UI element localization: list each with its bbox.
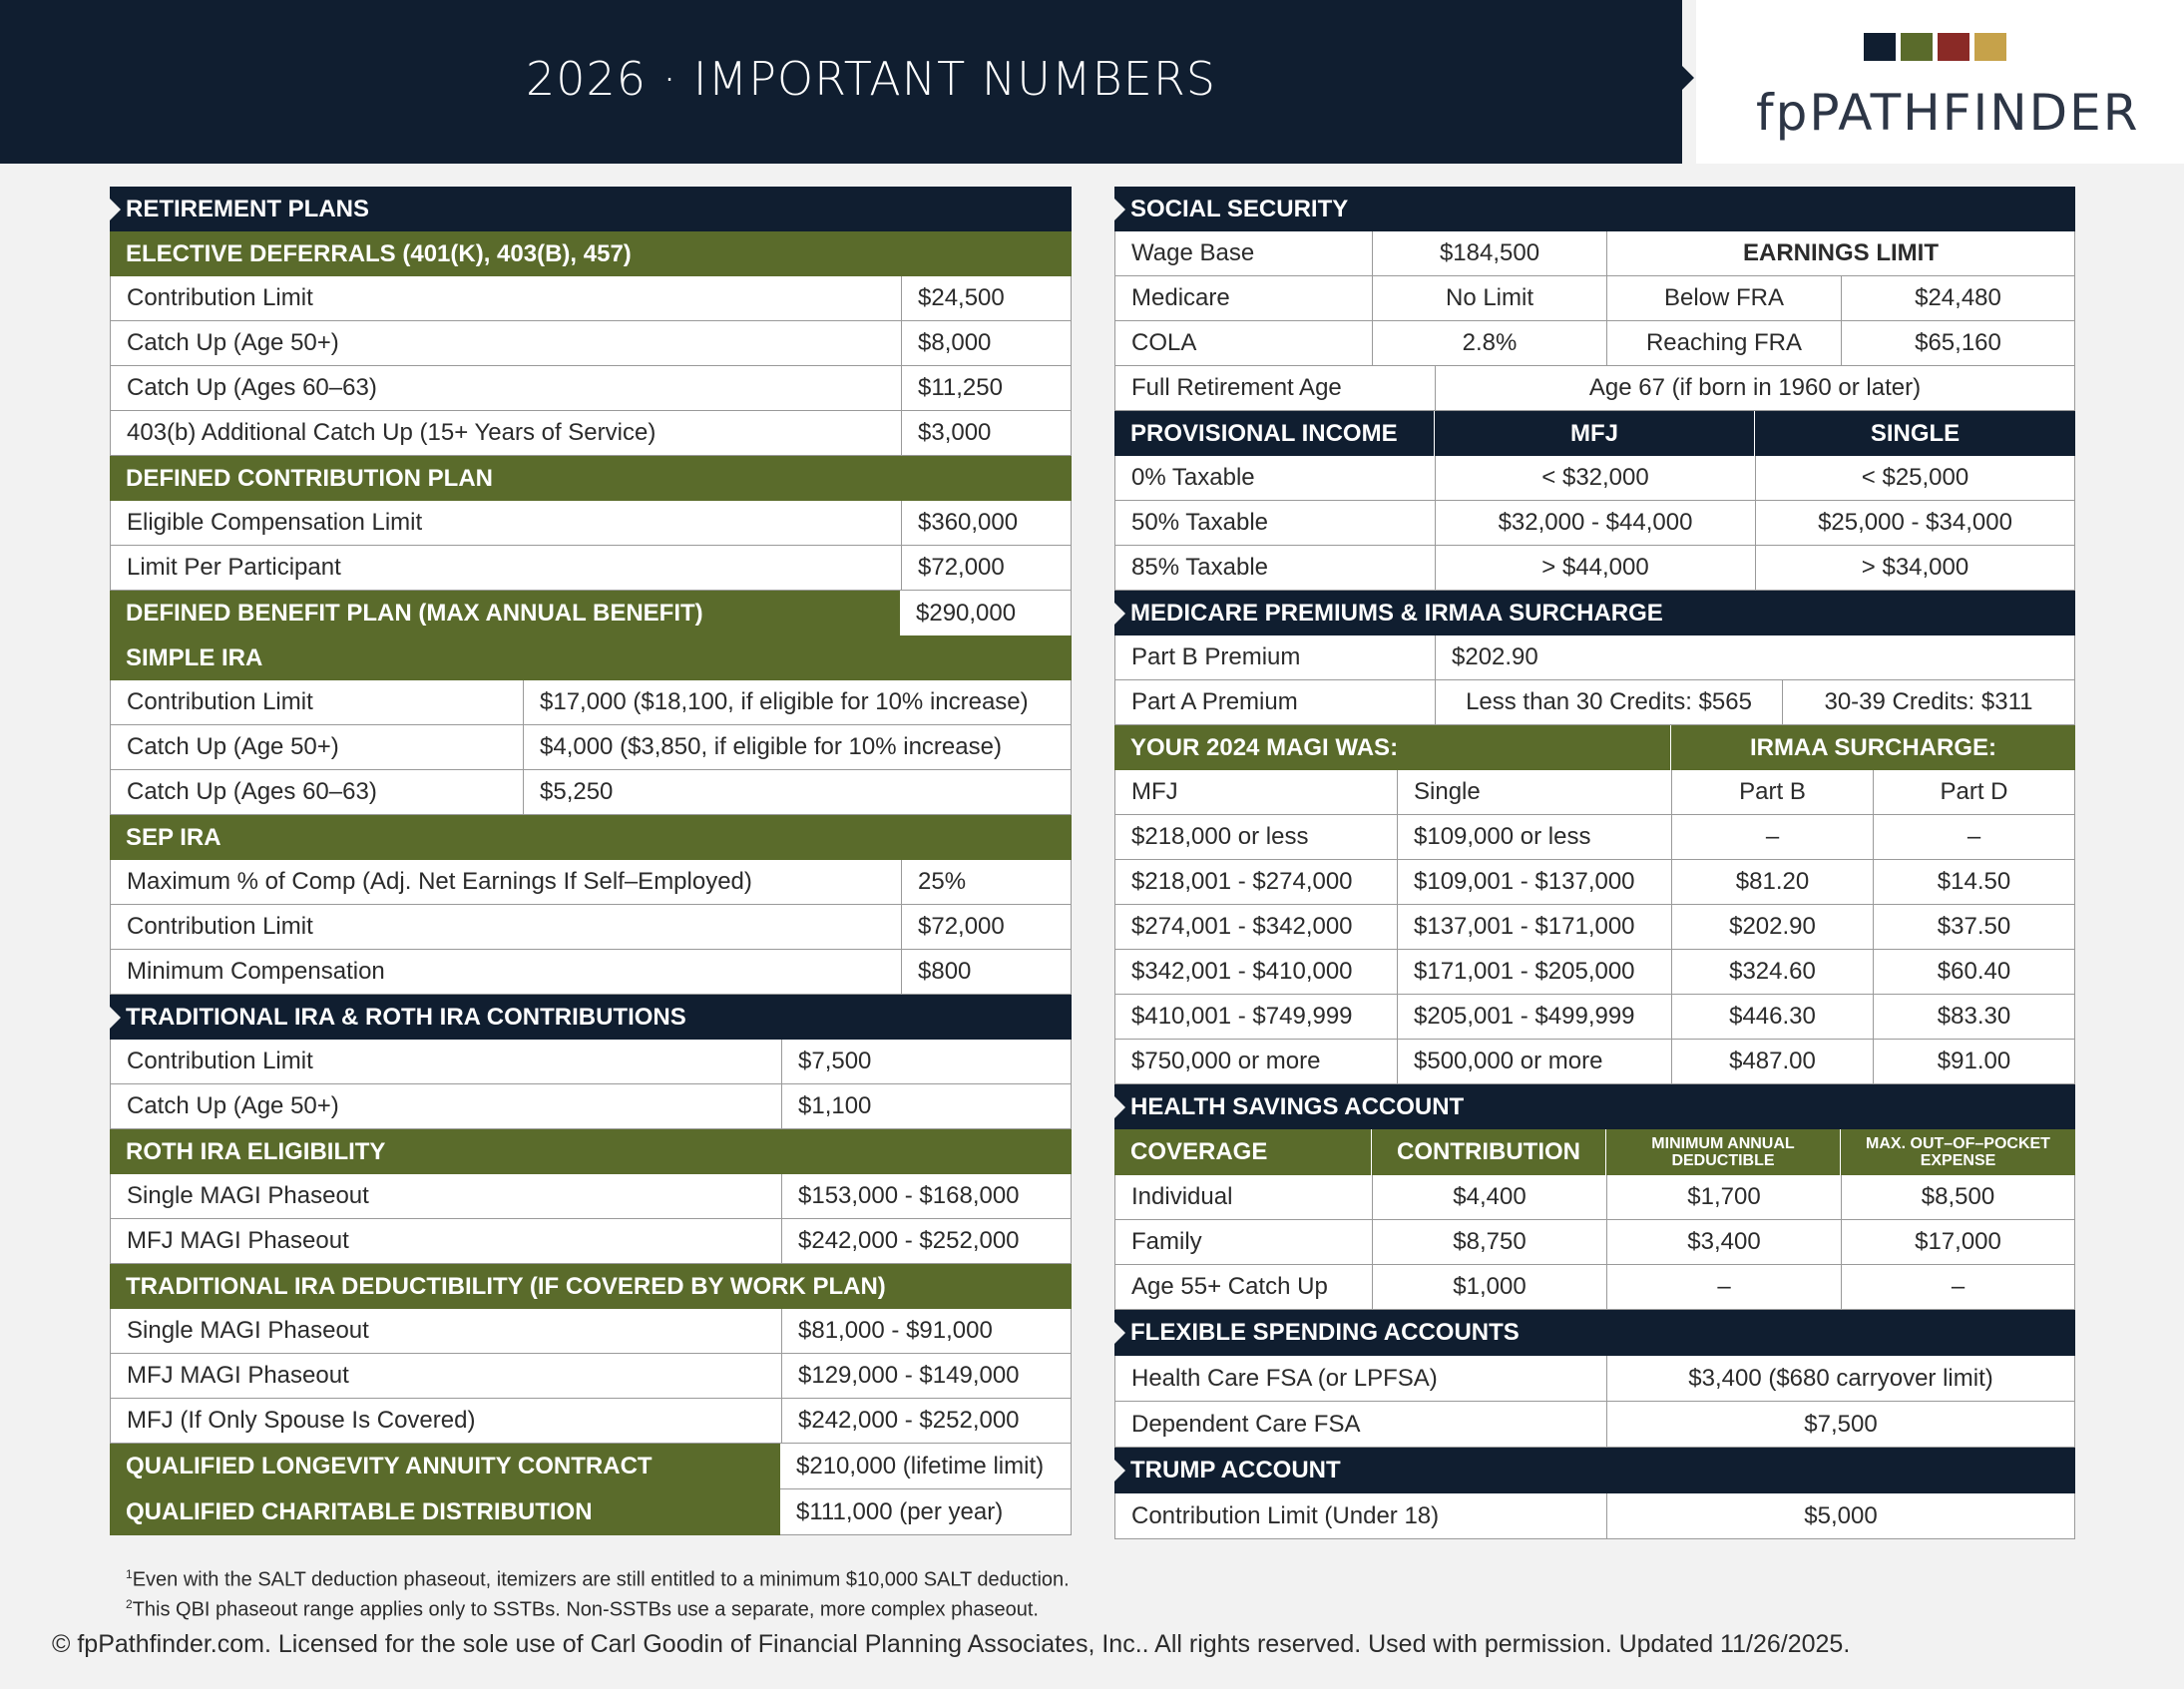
section-arrow-icon [110,1007,121,1029]
row-label: Single MAGI Phaseout [127,1317,369,1344]
section-header-trump [1114,1448,2075,1493]
footnote-mark: 2 [126,1596,133,1611]
column-header: Single [1397,770,1671,814]
column-header: MFJ [1434,411,1754,456]
cell: – [1606,1265,1841,1309]
column-header: SINGLE [1754,411,2075,456]
header-notch [1682,66,1694,90]
column-header: MAX. OUT–OF–POCKET EXPENSE [1840,1129,2075,1175]
row-label: Below FRA [1606,276,1841,320]
table-row [1114,905,2075,950]
cell: $171,001 - $205,000 [1397,950,1671,994]
table-row [1114,1220,2075,1265]
left-column [110,187,1072,1535]
table-row [110,680,1072,725]
row-label: Catch Up (Ages 60–63) [127,778,377,805]
logo-square-gold [1974,33,2006,61]
row-value: $72,000 [901,546,1071,590]
cell: Individual [1131,1183,1233,1210]
cell: $109,000 or less [1397,815,1671,859]
column-header: COVERAGE [1130,1138,1268,1165]
cell: $274,001 - $342,000 [1131,913,1353,940]
section-arrow-icon [110,199,121,220]
cell: Family [1131,1228,1202,1255]
subsection-title: SEP IRA [126,823,221,851]
row-label: Part B Premium [1131,643,1301,670]
row-label: MFJ (If Only Spouse Is Covered) [127,1407,476,1434]
row-value: $111,000 (per year) [780,1489,1072,1535]
section-title: SOCIAL SECURITY [1130,195,1349,222]
table-row [110,1354,1072,1399]
cell: – [1873,815,2074,859]
subsection-title: IRMAA SURCHARGE: [1670,725,2075,770]
row-label: MFJ MAGI Phaseout [127,1362,349,1389]
cell: $109,001 - $137,000 [1397,860,1671,904]
cell: $205,001 - $499,999 [1397,995,1671,1039]
row-label: Eligible Compensation Limit [127,509,423,536]
row-value: 25% [901,860,1071,904]
table-row [1114,546,2075,591]
column-header: Part D [1873,770,2074,814]
row-label: QUALIFIED CHARITABLE DISTRIBUTION [126,1498,593,1525]
cell: $8,750 [1372,1220,1606,1264]
footnotes [126,1562,1070,1621]
subsection-title: ELECTIVE DEFERRALS (401(K), 403(B), 457) [126,239,632,267]
subsection-header-elective [110,231,1072,276]
cell: $3,400 [1606,1220,1841,1264]
row-value: Age 67 (if born in 1960 or later) [1435,366,2074,410]
row-label: Minimum Compensation [127,958,385,985]
row-label: Reaching FRA [1606,321,1841,365]
cell: $60.40 [1873,950,2074,994]
row-value: $3,000 [901,411,1071,455]
section-arrow-icon [1114,1460,1125,1481]
cell: $446.30 [1671,995,1873,1039]
row-value: $360,000 [901,501,1071,545]
row-label: Single MAGI Phaseout [127,1182,369,1209]
table-row [110,860,1072,905]
cell: $487.00 [1671,1040,1873,1083]
section-title: MEDICARE PREMIUMS & IRMAA SURCHARGE [1130,599,1663,627]
table-row [110,546,1072,591]
row-value: $129,000 - $149,000 [781,1354,1071,1398]
right-column [1114,187,2075,1539]
footnote-2 [126,1592,1070,1622]
table-row [110,501,1072,546]
table-row [110,276,1072,321]
row-value: $210,000 (lifetime limit) [780,1444,1072,1489]
row-value: $17,000 ($18,100, if eligible for 10% increase) [523,680,1071,724]
row-label: Health Care FSA (or LPFSA) [1131,1364,1438,1392]
table-row [1114,276,2075,321]
table-row [1114,1356,2075,1402]
subsection-title: TRADITIONAL IRA DEDUCTIBILITY (IF COVERED BY WORK PLAN) [126,1272,886,1300]
row-value: $242,000 - $252,000 [781,1219,1071,1263]
cell: $202.90 [1671,905,1873,949]
footnote-mark: 1 [126,1567,133,1581]
cell: $500,000 or more [1397,1040,1671,1083]
irmaa-header [1114,725,2075,770]
cell: – [1841,1265,2074,1309]
row-value: $5,250 [523,770,1071,814]
table-row [1114,231,2075,276]
table-row [110,905,1072,950]
row-value: $7,500 [781,1040,1071,1083]
row-value: 2.8% [1372,321,1606,365]
row-value: $65,160 [1841,321,2074,365]
row-value: $800 [901,950,1071,994]
row-label: Part A Premium [1131,688,1298,715]
row-label: Wage Base [1131,239,1255,266]
row-value: $24,480 [1841,276,2074,320]
cell: – [1671,815,1873,859]
section-header-retirement [110,187,1072,231]
cell: $137,001 - $171,000 [1397,905,1671,949]
cell: $37.50 [1873,905,2074,949]
section-arrow-icon [1114,603,1125,625]
row-value: $25,000 - $34,000 [1755,501,2074,545]
row-label: 85% Taxable [1131,554,1268,581]
row-value: $5,000 [1606,1493,2074,1538]
section-title: HEALTH SAVINGS ACCOUNT [1130,1092,1465,1120]
table-row [1114,1175,2075,1220]
cell: $324.60 [1671,950,1873,994]
table-row [110,1084,1072,1129]
copyright: © fpPathfinder.com. Licensed for the sole use of Carl Goodin of Financial Planning Associates, Inc.. All rights reserved. Used with permission. Updated 11/26/2025. [52,1630,1851,1658]
row-label: 0% Taxable [1131,464,1255,491]
row-label: Contribution Limit [127,1048,313,1074]
row-value: $242,000 - $252,000 [781,1399,1071,1443]
section-title: RETIREMENT PLANS [126,195,370,222]
table-row [110,770,1072,815]
cell: Age 55+ Catch Up [1131,1273,1328,1300]
section-header-fsa [1114,1310,2075,1356]
row-value: $24,500 [901,276,1071,320]
row-label: QUALIFIED LONGEVITY ANNUITY CONTRACT [126,1453,653,1479]
row-label: Medicare [1131,284,1230,311]
row-label: Contribution Limit [127,688,313,715]
row-label: Catch Up (Ages 60–63) [127,374,377,401]
table-row [1114,815,2075,860]
row-label: Catch Up (Age 50+) [127,733,339,760]
subsection-header-sep [110,815,1072,860]
logo-text: fpPATHFINDER [1756,84,2140,142]
table-row [1114,1493,2075,1539]
table-row [1114,1265,2075,1310]
table-row [110,725,1072,770]
subsection-title: YOUR 2024 MAGI WAS: [1130,733,1399,761]
hsa-header-row [1114,1129,2075,1175]
cell: $8,500 [1841,1175,2074,1219]
table-row [1114,321,2075,366]
row-value: $4,000 ($3,850, if eligible for 10% increase) [523,725,1071,769]
row-value: $202.90 [1435,635,2074,679]
row-label: Contribution Limit [127,284,313,311]
column-header: CONTRIBUTION [1371,1129,1605,1175]
row-value: No Limit [1372,276,1606,320]
section-arrow-icon [1114,1096,1125,1118]
cell: $17,000 [1841,1220,2074,1264]
subsection-header-simple [110,635,1072,680]
subsection-title: DEFINED CONTRIBUTION PLAN [126,464,493,492]
table-row [1114,860,2075,905]
table-header-row [1114,770,2075,815]
earnings-limit-header: EARNINGS LIMIT [1606,231,2074,275]
logo-square-navy [1864,33,1896,61]
row-label: Dependent Care FSA [1131,1410,1361,1438]
table-row [110,1309,1072,1354]
row-label: 403(b) Additional Catch Up (15+ Years of Service) [127,419,656,446]
cell: $342,001 - $410,000 [1131,958,1353,985]
subsection-header-deduct [110,1264,1072,1309]
cell: $81.20 [1671,860,1873,904]
section-header-ira [110,995,1072,1040]
row-label: Contribution Limit [127,913,313,940]
cell: $218,000 or less [1131,823,1309,850]
row-value: < $25,000 [1755,456,2074,500]
column-header: Part B [1671,770,1873,814]
logo-square-green [1901,33,1933,61]
section-arrow-icon [1114,199,1125,220]
footnote-text: Even with the SALT deduction phaseout, itemizers are still entitled to a minimum $10,000 SALT deduction. [132,1568,1070,1591]
row-label: Catch Up (Age 50+) [127,329,339,356]
cell: $410,001 - $749,999 [1131,1003,1353,1030]
table-row [110,321,1072,366]
row-value: > $34,000 [1755,546,2074,590]
subsection-title: PROVISIONAL INCOME [1130,419,1398,447]
cell: $750,000 or more [1131,1048,1321,1074]
row-label: COLA [1131,329,1197,356]
section-title: TRADITIONAL IRA & ROTH IRA CONTRIBUTIONS [126,1003,686,1031]
row-value: $3,400 ($680 carryover limit) [1606,1356,2074,1401]
subsection-title: DEFINED BENEFIT PLAN (MAX ANNUAL BENEFIT) [126,599,703,627]
row-value: $32,000 - $44,000 [1435,501,1755,545]
table-row [110,1399,1072,1444]
table-row [1114,366,2075,411]
row-label: MFJ MAGI Phaseout [127,1227,349,1254]
row-value: > $44,000 [1435,546,1755,590]
footnote-1 [126,1562,1070,1592]
row-value: $11,250 [901,366,1071,410]
cell: $14.50 [1873,860,2074,904]
subsection-title: ROTH IRA ELIGIBILITY [126,1137,386,1165]
row-value: $81,000 - $91,000 [781,1309,1071,1353]
table-row [110,1174,1072,1219]
table-row [1114,950,2075,995]
logo-squares-icon [1864,33,2006,61]
table-row [110,366,1072,411]
cell: $83.30 [1873,995,2074,1039]
table-row [1114,456,2075,501]
row-label: Catch Up (Age 50+) [127,1092,339,1119]
row-value: < $32,000 [1435,456,1755,500]
section-header-medicare [1114,591,2075,635]
cell: $91.00 [1873,1040,2074,1083]
subsection-header-roth [110,1129,1072,1174]
footnote-text: This QBI phaseout range applies only to SSTBs. Non-SSTBs use a separate, more complex phaseout. [132,1598,1039,1621]
row-label: Full Retirement Age [1131,374,1342,401]
provisional-income-header [1114,411,2075,456]
row-value: $7,500 [1606,1402,2074,1447]
section-arrow-icon [1114,1322,1125,1344]
section-title: FLEXIBLE SPENDING ACCOUNTS [1130,1319,1520,1346]
row-label: Maximum % of Comp (Adj. Net Earnings If Self–Employed) [127,868,752,895]
section-header-hsa [1114,1084,2075,1129]
section-title: TRUMP ACCOUNT [1130,1457,1341,1483]
table-row [1114,635,2075,680]
cell: $1,700 [1606,1175,1841,1219]
logo-square-red [1938,33,1969,61]
row-value: $184,500 [1372,231,1606,275]
table-row [110,1219,1072,1264]
row-value: $8,000 [901,321,1071,365]
table-row [1114,1040,2075,1084]
row-value: Less than 30 Credits: $565 [1435,680,1782,724]
table-row [1114,995,2075,1040]
column-header: MFJ [1131,778,1178,805]
subsection-title: SIMPLE IRA [126,643,263,671]
row-value: $290,000 [900,591,1072,635]
qlac-row [110,1444,1072,1489]
row-label: Limit Per Participant [127,554,341,581]
table-row [1114,680,2075,725]
column-header: MINIMUM ANNUAL DEDUCTIBLE [1605,1129,1840,1175]
qcd-row [110,1489,1072,1535]
row-label: 50% Taxable [1131,509,1268,536]
cell: $1,000 [1372,1265,1606,1309]
row-value: $153,000 - $168,000 [781,1174,1071,1218]
table-row [110,950,1072,995]
row-value: $72,000 [901,905,1071,949]
subsection-header-dc [110,456,1072,501]
subsection-header-db [110,591,1072,635]
table-row [110,411,1072,456]
table-row [1114,1402,2075,1448]
row-label: Contribution Limit (Under 18) [1131,1501,1440,1529]
cell: $4,400 [1372,1175,1606,1219]
row-value: 30-39 Credits: $311 [1782,680,2074,724]
table-row [1114,501,2075,546]
cell: $218,001 - $274,000 [1131,868,1353,895]
page-title: 2026 · IMPORTANT NUMBERS [526,52,1216,106]
section-header-ss [1114,187,2075,231]
table-row [110,1040,1072,1084]
row-value: $1,100 [781,1084,1071,1128]
